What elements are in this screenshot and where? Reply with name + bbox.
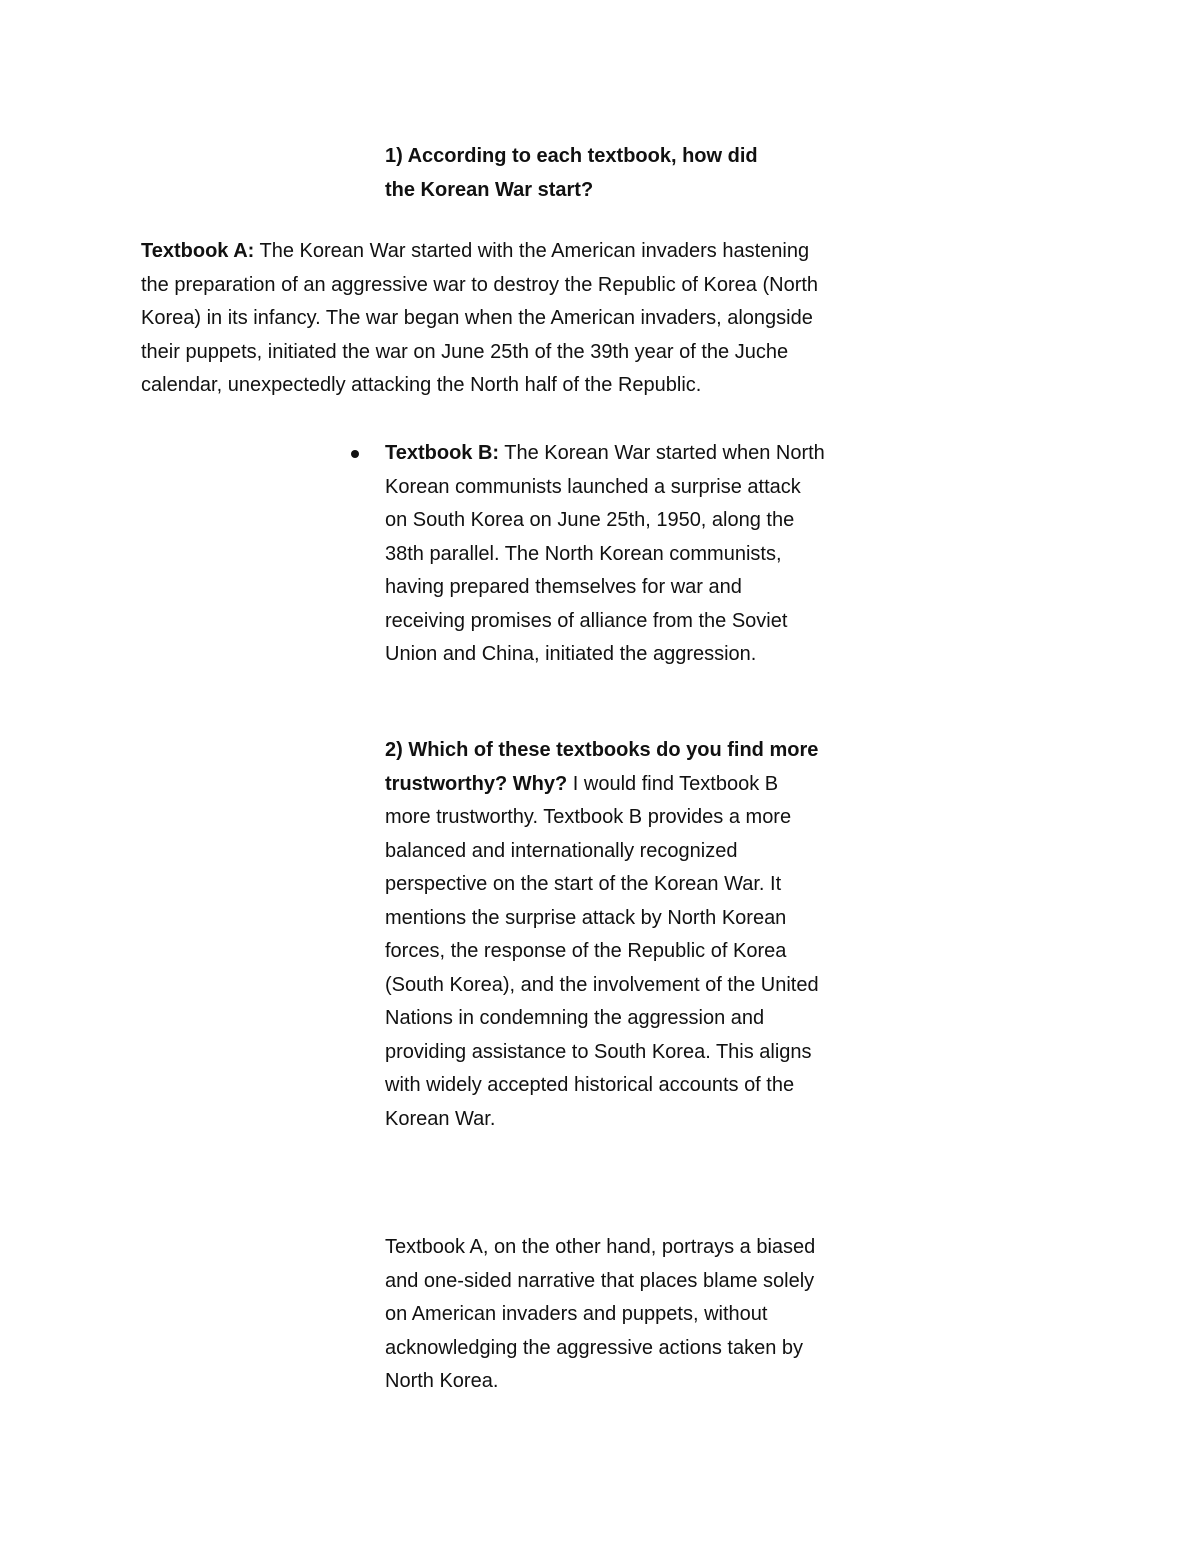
textbook-a-label: Textbook A:	[141, 240, 255, 262]
question-1-heading	[385, 140, 825, 207]
question-2-paragraph	[385, 734, 825, 1136]
textbook-b-list-item	[385, 437, 825, 672]
textbook-a-text: The Korean War started with the American invaders hastening the preparation of an aggressive war to destroy the Republic of Korea (North Korea) in its infancy. The war began when the American invaders, alongside their puppets, initiated the war on June 25th of the 39th year of the Juche calendar, unexpectedly attacking the North half of the Republic.	[141, 240, 819, 396]
textbook-b-text: The Korean War started when North Korean communists launched a surprise attack on South Korea on June 25th, 1950, along the 38th parallel. The North Korean communists, having prepared themselves for war and receiving promises of alliance from the Soviet Union and China, initiated the aggression.	[385, 442, 825, 665]
question-2-followup-paragraph: Textbook A, on the other hand, portrays a biased and one-sided narrative that places blame solely on American invaders and puppets, without acknowledging the aggressive actions taken by North Korea.	[385, 1236, 816, 1392]
textbook-a-paragraph	[141, 235, 831, 403]
bullet-icon	[351, 450, 359, 458]
question-2-answer: I would find Textbook B more trustworthy. Textbook B provides a more balanced and internationally recognized perspective on the start of the Korean War. It mentions the surprise attack by North Korean forces, the response of the Republic of Korea (South Korea), and the involvement of the United Nations in condemning the aggression and providing assistance to South Korea. This aligns with widely accepted historical accounts of the Korean War.	[385, 772, 819, 1130]
question-1-line-1: 1) According to each textbook, how did	[385, 145, 758, 167]
question-2-heading: 2) Which of these textbooks do you find more trustworthy? Why?	[385, 739, 819, 795]
question-1-line-2: the Korean War start?	[385, 178, 594, 201]
textbook-b-label: Textbook B:	[385, 442, 500, 464]
